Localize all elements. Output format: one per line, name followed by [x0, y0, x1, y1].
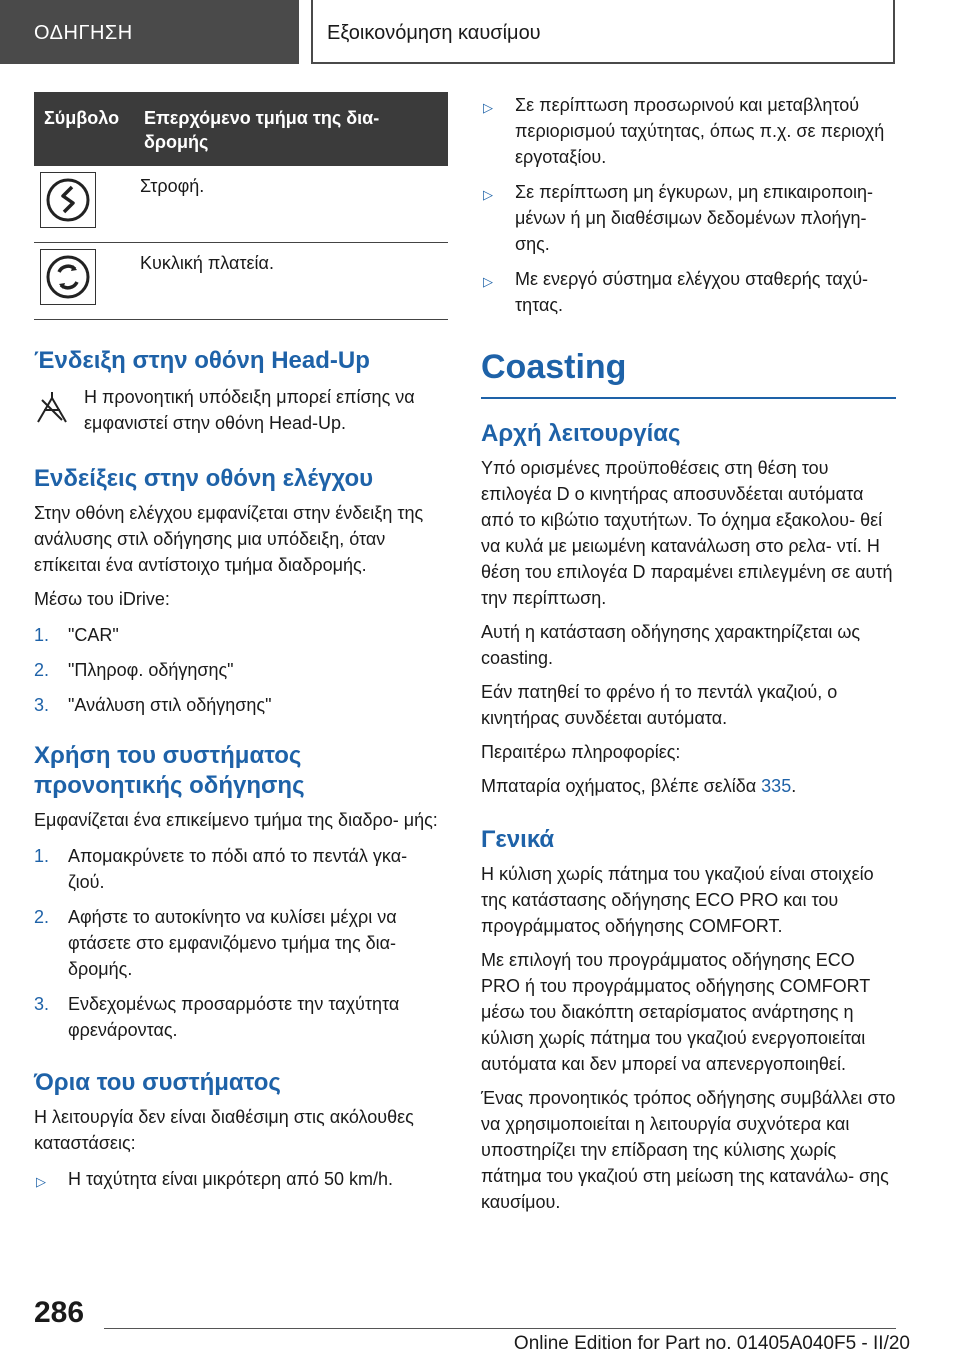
- header-chapter-title: Εξοικονόμηση καυσίμου: [327, 22, 541, 44]
- list-item: ▷ Η ταχύτητα είναι μικρότερη από 50 km/h.: [34, 1166, 448, 1192]
- general-heading: Γενικά: [481, 826, 555, 853]
- footer-edition: Online Edition for Part no. 01405A040F5 - II/20: [513, 1333, 910, 1354]
- table-cell-label: Κυκλική πλατεία.: [134, 243, 448, 320]
- idrive-steps: [34, 622, 448, 718]
- general-text-3: Ένας προνοητικός τρόπος οδήγησης συμβάλλει στο να χρησιμοποιείται η λειτουργία συχνότερα και υποστηρίζει την επίδραση της κύλισης χωρίς πάτημα του γκαζιού στη μείωση της κατανάλω- σης καυσίμου.: [481, 1088, 896, 1212]
- general-text-2: Με επιλογή του προγράμματος οδήγησης ECO PRO ή του προγράμματος οδήγησης COMFORT μέσω του διακόπτη σεταρίσματος ανάρτησης η κύλιση χωρίς πάτημα του γκαζιού ενεργοποιείται αυτόματα και δεν μπορεί να απενεργοποιηθεί.: [481, 950, 870, 1074]
- brake-info: Εάν πατηθεί το φρένο ή το πεντάλ γκαζιού, ο κινητήρας συνδέεται αυτόματα.: [481, 682, 838, 728]
- control-display-heading: Ενδείξεις στην οθόνη ελέγχου: [34, 465, 374, 492]
- coasting-title: Coasting: [481, 348, 627, 386]
- coasting-definition: Αυτή η κατάσταση οδήγησης χαρακτηρίζεται ως coasting.: [481, 622, 861, 668]
- list-item: ▷ Σε περίπτωση προσωρινού και μεταβλητού περιορισμού ταχύτητας, όπως π.χ. σε περιοχή εργοταξίου.: [483, 95, 885, 167]
- use-heading: Χρήση του συστήματος προνοητικής οδήγησης: [34, 742, 305, 799]
- roundabout-icon: [40, 249, 96, 305]
- symbol-table: [34, 92, 448, 320]
- general-text-1: Η κύλιση χωρίς πάτημα του γκαζιού είναι στοιχείο της κατάστασης οδήγησης ECO PRO και του προγράμματος οδήγησης COMFORT.: [481, 864, 874, 936]
- right-column: [481, 92, 896, 1215]
- use-steps: [34, 843, 448, 1043]
- list-item: ▷ Με ενεργό σύστημα ελέγχου σταθερής ταχύ- τητας.: [483, 269, 869, 315]
- triangle-bullet-icon: ▷: [483, 100, 493, 115]
- hud-text: Η προνοητική υπόδειξη μπορεί επίσης να εμφανιστεί στην οθόνη Head-Up.: [84, 387, 415, 433]
- curve-road-icon: [40, 172, 96, 228]
- page-number: 286: [34, 1296, 85, 1329]
- list-item: ▷ Σε περίπτωση μη έγκυρων, μη επικαιροποιη- μένων ή μη διαθέσιμων δεδομένων πλοήγη- σης.: [483, 182, 874, 254]
- hud-heading: Ένδειξη στην οθόνη Head-Up: [34, 347, 370, 374]
- table-row: [34, 166, 448, 243]
- left-column: [34, 92, 448, 1201]
- principle-heading: Αρχή λειτουργίας: [481, 420, 681, 447]
- idrive-intro: Μέσω του iDrive:: [34, 589, 170, 609]
- use-text: Εμφανίζεται ένα επικείμενο τμήμα της διαδρο- μής:: [34, 810, 438, 830]
- principle-text: Υπό ορισμένες προϋποθέσεις στη θέση του επιλογέα D ο κινητήρας αποσυνδέεται αυτόματα από το κιβώτιο ταχυτήτων. Το όχημα εξακολου- θεί να κυλά με μειωμένη κατανάλωση στο ρελα- ντί. Η θέση του επιλογέα D παραμένει επιλεγμένη σε αυτή την περίπτωση.: [481, 458, 893, 608]
- header-chapter-tab: [311, 0, 895, 64]
- segment-column-header: Επερχόμενο τμήμα της δια- δρομής: [134, 92, 448, 166]
- list-item: 1. "CAR": [34, 625, 119, 645]
- hud-block: [34, 384, 448, 436]
- list-item: 3. "Ανάλυση στιλ οδήγησης": [34, 695, 272, 715]
- triangle-bullet-icon: ▷: [483, 274, 493, 289]
- table-row: [34, 243, 448, 320]
- limits-heading: Όρια του συστήματος: [34, 1069, 281, 1096]
- header-section-title: ΟΔΗΓΗΣΗ: [34, 22, 133, 44]
- more-info-label: Περαιτέρω πληροφορίες:: [481, 742, 681, 762]
- triangle-bullet-icon: ▷: [483, 187, 493, 202]
- triangle-bullet-icon: ▷: [36, 1174, 46, 1189]
- list-item: 2. Αφήστε το αυτοκίνητο να κυλίσει μέχρι να φτάσετε στο εμφανιζόμενο τμήμα της δια- δρομής.: [34, 907, 397, 979]
- page-link[interactable]: 335: [761, 776, 792, 796]
- list-item: 2. "Πληροφ. οδήγησης": [34, 660, 234, 680]
- battery-reference: Μπαταρία οχήματος, βλέπε σελίδα 335.: [481, 776, 797, 796]
- symbol-column-header: Σύμβολο: [34, 92, 134, 166]
- symbol-table-header: [34, 92, 448, 166]
- list-item: 1. Απομακρύνετε το πόδι από το πεντάλ γκα- ζιού.: [34, 846, 408, 892]
- hud-icon: [34, 388, 70, 428]
- table-cell-label: Στροφή.: [134, 166, 448, 243]
- list-item: 3. Ενδεχομένως προσαρμόστε την ταχύτητα φρενάροντας.: [34, 994, 400, 1040]
- header-section-tab: [0, 0, 299, 64]
- limits-list-right: [481, 92, 896, 318]
- limits-list-left: [34, 1166, 448, 1192]
- control-display-text: Στην οθόνη ελέγχου εμφανίζεται στην ένδειξη της ανάλυσης στιλ οδήγησης μια υπόδειξη, όταν επίκειται ένα αντίστοιχο τμήμα διαδρομής.: [34, 503, 424, 575]
- limits-text: Η λειτουργία δεν είναι διαθέσιμη στις ακόλουθες καταστάσεις:: [34, 1107, 414, 1153]
- footer-rule: [104, 1328, 896, 1329]
